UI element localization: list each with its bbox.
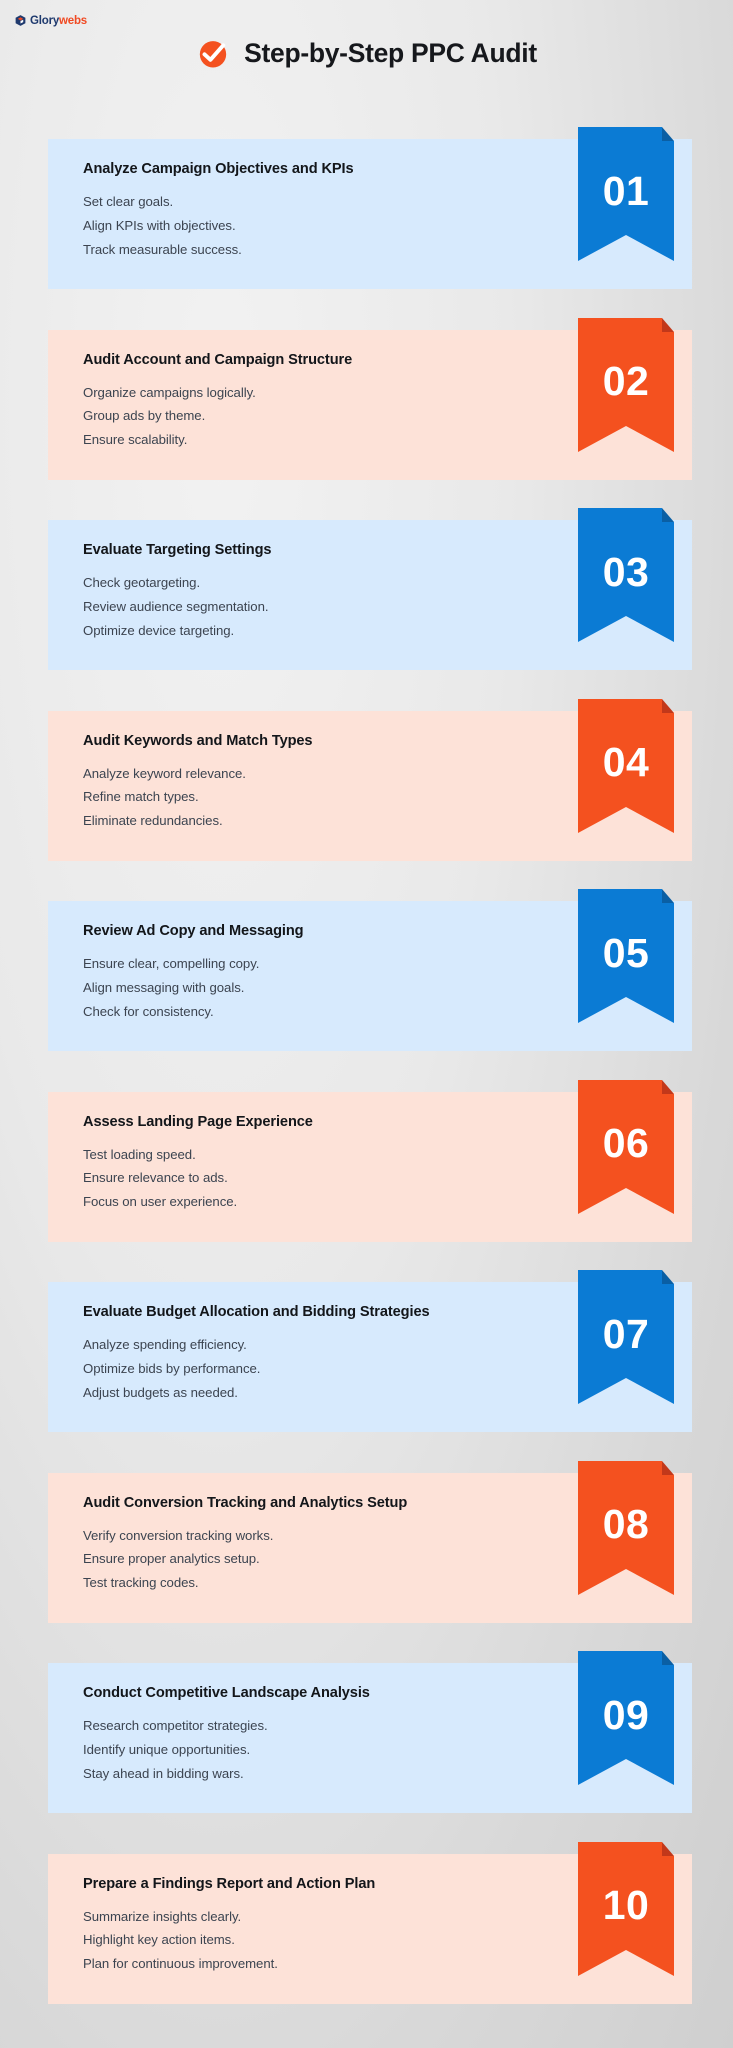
- step-bullet-line: Align KPIs with objectives.: [83, 217, 236, 233]
- step-title: Review Ad Copy and Messaging: [83, 923, 304, 939]
- step-bullet-line: Test tracking codes.: [83, 1575, 199, 1591]
- step-ribbon: [578, 1080, 674, 1254]
- step-ribbon: [578, 699, 674, 873]
- step-bullet-line: Ensure scalability.: [83, 432, 188, 448]
- step-title: Assess Landing Page Experience: [83, 1113, 313, 1130]
- step-ribbon: [578, 508, 674, 682]
- step-number: 02: [602, 358, 650, 404]
- step-title: Prepare a Findings Report and Action Plan: [83, 1875, 376, 1892]
- step-item: [48, 889, 692, 1063]
- step-bullet-lines: [83, 1524, 542, 1595]
- step-bullet-line: Check geotargeting.: [83, 575, 201, 590]
- step-bullet-line: Analyze spending efficiency.: [83, 1337, 247, 1352]
- step-bullet-line: Analyze keyword relevance.: [83, 765, 246, 781]
- step-ribbon: [578, 1270, 674, 1444]
- glorywebs-logo-icon: [14, 14, 27, 27]
- brand-name-accent: webs: [59, 14, 88, 27]
- step-bullet-lines: [83, 381, 542, 452]
- step-bullet-line: Align messaging with goals.: [83, 979, 245, 995]
- step-bullet-lines: [83, 1714, 542, 1785]
- step-number: 05: [602, 929, 650, 976]
- step-bullet-line: Ensure proper analytics setup.: [83, 1551, 260, 1567]
- step-bullet-line: Group ads by theme.: [83, 408, 206, 424]
- steps-list: [48, 127, 692, 2032]
- step-number: 03: [602, 548, 650, 595]
- step-title: Evaluate Budget Allocation and Bidding Strategies: [83, 1304, 430, 1320]
- step-ribbon: [578, 889, 674, 1063]
- step-ribbon: [578, 127, 674, 301]
- step-bullet-line: Test loading speed.: [83, 1146, 196, 1162]
- step-ribbon: [578, 1842, 674, 2016]
- step-ribbon: [578, 1651, 674, 1825]
- step-number: 10: [602, 1882, 650, 1928]
- step-bullet-line: Eliminate redundancies.: [83, 813, 223, 829]
- step-item: [48, 1461, 692, 1635]
- brand-logo-text: [30, 15, 87, 27]
- step-title: Analyze Campaign Objectives and KPIs: [83, 161, 354, 177]
- step-title: Audit Keywords and Match Types: [83, 732, 313, 749]
- step-item: [48, 1270, 692, 1444]
- step-bullet-line: Verify conversion tracking works.: [83, 1527, 274, 1543]
- step-item: [48, 318, 692, 492]
- step-bullet-lines: [83, 571, 542, 642]
- step-bullet-lines: [83, 1905, 542, 1976]
- step-bullet-line: Identify unique opportunities.: [83, 1741, 251, 1757]
- step-bullet-line: Ensure relevance to ads.: [83, 1170, 228, 1186]
- step-bullet-line: Check for consistency.: [83, 1003, 214, 1019]
- step-bullet-line: Set clear goals.: [83, 194, 174, 209]
- step-item: [48, 1842, 692, 2016]
- step-bullet-line: Refine match types.: [83, 789, 199, 805]
- step-bullet-line: Stay ahead in bidding wars.: [83, 1765, 244, 1781]
- step-bullet-line: Optimize device targeting.: [83, 622, 235, 638]
- step-bullet-line: Adjust budgets as needed.: [83, 1384, 238, 1400]
- step-item: [48, 127, 692, 301]
- step-title: Evaluate Targeting Settings: [83, 542, 272, 558]
- step-bullet-line: Organize campaigns logically.: [83, 384, 256, 400]
- step-number: 08: [602, 1501, 650, 1547]
- step-bullet-line: Optimize bids by performance.: [83, 1360, 261, 1376]
- step-bullet-line: Research competitor strategies.: [83, 1718, 268, 1733]
- brand-logo: [14, 14, 87, 27]
- step-number: 04: [602, 739, 650, 785]
- step-bullet-line: Plan for continuous improvement.: [83, 1956, 278, 1972]
- step-title: Audit Conversion Tracking and Analytics Setup: [83, 1494, 408, 1511]
- step-item: [48, 1651, 692, 1825]
- step-number: 01: [602, 167, 650, 214]
- step-item: [48, 699, 692, 873]
- step-number: 06: [602, 1120, 650, 1166]
- step-bullet-line: Summarize insights clearly.: [83, 1908, 242, 1924]
- step-bullet-line: Ensure clear, compelling copy.: [83, 956, 260, 971]
- step-bullet-line: Track measurable success.: [83, 241, 242, 257]
- step-bullet-lines: [83, 1143, 542, 1214]
- step-ribbon: [578, 318, 674, 492]
- step-number: 09: [602, 1691, 650, 1738]
- step-bullet-line: Focus on user experience.: [83, 1194, 238, 1210]
- brand-name-main: Glory: [30, 14, 60, 27]
- page-header: [0, 36, 733, 70]
- checkmark-badge-icon: [196, 36, 230, 70]
- step-bullet-line: Highlight key action items.: [83, 1932, 235, 1948]
- step-bullet-lines: [83, 952, 542, 1023]
- step-bullet-lines: [83, 1333, 542, 1404]
- step-bullet-lines: [83, 190, 542, 261]
- step-item: [48, 508, 692, 682]
- page-title: Step-by-Step PPC Audit: [244, 37, 537, 68]
- step-ribbon: [578, 1461, 674, 1635]
- step-bullet-line: Review audience segmentation.: [83, 598, 269, 614]
- step-number: 07: [602, 1310, 650, 1357]
- step-title: Conduct Competitive Landscape Analysis: [83, 1685, 370, 1701]
- step-title: Audit Account and Campaign Structure: [83, 351, 353, 368]
- step-bullet-lines: [83, 762, 542, 833]
- step-item: [48, 1080, 692, 1254]
